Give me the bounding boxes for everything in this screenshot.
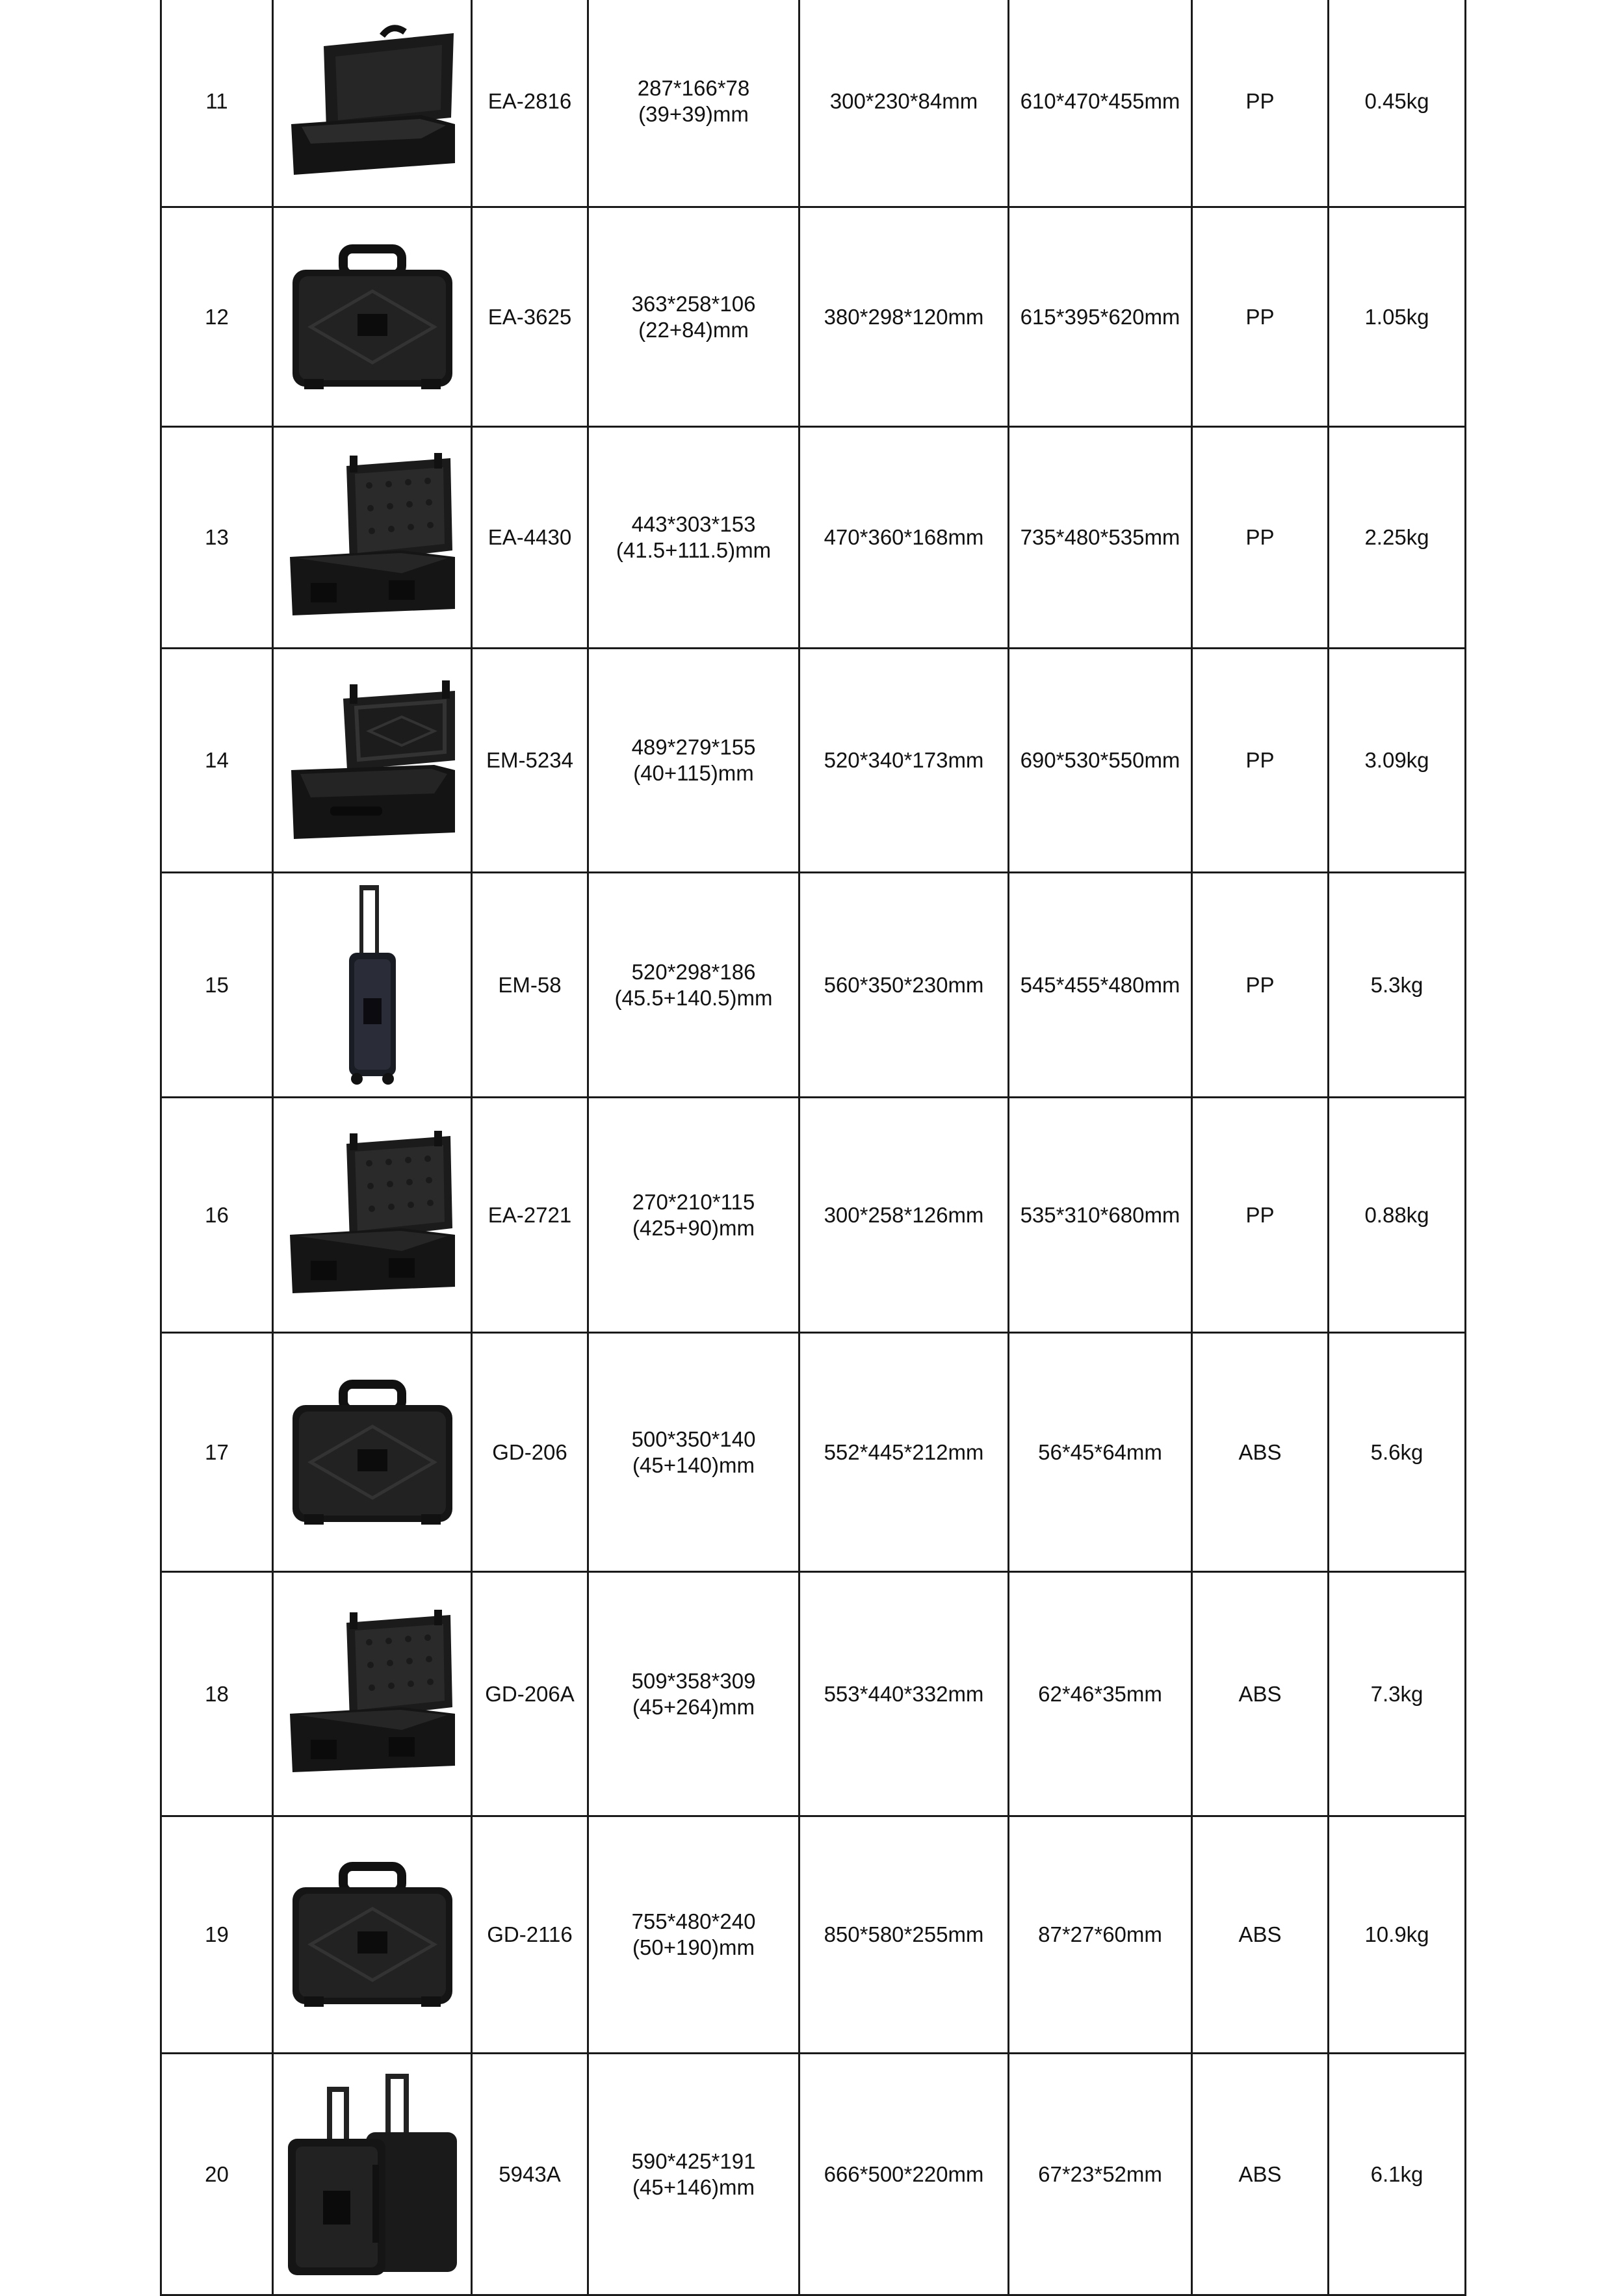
carton-text: 545*455*480mm bbox=[1020, 972, 1180, 997]
table-row bbox=[161, 427, 1466, 649]
no-text: 11 bbox=[205, 89, 228, 113]
inner-line2-text: (425+90)mm bbox=[632, 1215, 755, 1240]
weight bbox=[1329, 2054, 1466, 2295]
inner-line2-text: (41.5+111.5)mm bbox=[616, 538, 772, 562]
model-text: 5943A bbox=[499, 2161, 561, 2186]
outer-size bbox=[800, 1572, 1009, 1816]
carton-text: 690*530*550mm bbox=[1020, 748, 1180, 772]
product-image-cell bbox=[273, 873, 472, 1098]
no-text: 19 bbox=[205, 1922, 229, 1946]
carton-size bbox=[1009, 1816, 1192, 2054]
model-text: GD-206 bbox=[492, 1439, 567, 1464]
material bbox=[1192, 1333, 1329, 1572]
inner-line1-text: 500*350*140 bbox=[631, 1426, 756, 1451]
model-code bbox=[472, 0, 588, 207]
no-text: 14 bbox=[205, 748, 229, 772]
carton-size bbox=[1009, 1333, 1192, 1572]
outer-size bbox=[800, 0, 1009, 207]
product-image-cell bbox=[273, 649, 472, 873]
weight-text: 0.45kg bbox=[1364, 89, 1429, 113]
weight-text: 7.3kg bbox=[1370, 1681, 1424, 1706]
row-number bbox=[161, 2054, 273, 2295]
model-code bbox=[472, 1098, 588, 1333]
material-text: PP bbox=[1245, 972, 1275, 997]
row-number bbox=[161, 1572, 273, 1816]
inner-size bbox=[588, 427, 800, 649]
inner-line1-text: 520*298*186 bbox=[631, 959, 756, 984]
weight-text: 0.88kg bbox=[1364, 1202, 1429, 1227]
inner-size bbox=[588, 649, 800, 873]
inner-line2-text: (45+140)mm bbox=[632, 1452, 755, 1477]
weight bbox=[1329, 873, 1466, 1098]
closed-hard-case-icon bbox=[274, 236, 471, 398]
inner-size bbox=[588, 1572, 800, 1816]
weight bbox=[1329, 649, 1466, 873]
inner-size bbox=[588, 1816, 800, 2054]
closed-hard-case-icon bbox=[274, 1371, 471, 1534]
material bbox=[1192, 649, 1329, 873]
material-text: PP bbox=[1245, 89, 1275, 113]
carton-text: 610*470*455mm bbox=[1020, 89, 1180, 113]
product-image-cell bbox=[273, 2054, 472, 2295]
outer-size bbox=[800, 427, 1009, 649]
material bbox=[1192, 1098, 1329, 1333]
outer-text: 850*580*255mm bbox=[824, 1922, 984, 1946]
trolley-case-icon bbox=[274, 881, 471, 1089]
no-text: 18 bbox=[205, 1681, 229, 1706]
table-row bbox=[161, 2054, 1466, 2295]
table-row bbox=[161, 1098, 1466, 1333]
carton-text: 535*310*680mm bbox=[1020, 1202, 1180, 1227]
open-hard-case-icon bbox=[274, 20, 471, 183]
model-text: EA-3625 bbox=[488, 304, 572, 329]
weight bbox=[1329, 1816, 1466, 2054]
outer-text: 300*258*126mm bbox=[824, 1202, 984, 1227]
weight-text: 6.1kg bbox=[1370, 2161, 1424, 2186]
product-image-cell bbox=[273, 1816, 472, 2054]
open-empty-case-icon bbox=[274, 679, 471, 842]
material bbox=[1192, 207, 1329, 427]
carton-size bbox=[1009, 1572, 1192, 1816]
carton-text: 87*27*60mm bbox=[1038, 1922, 1162, 1946]
model-code bbox=[472, 1816, 588, 2054]
weight-text: 10.9kg bbox=[1364, 1922, 1429, 1946]
outer-text: 470*360*168mm bbox=[824, 525, 984, 549]
table-row bbox=[161, 1816, 1466, 2054]
material-text: ABS bbox=[1238, 1922, 1282, 1946]
table-row bbox=[161, 649, 1466, 873]
carton-size bbox=[1009, 873, 1192, 1098]
material-text: ABS bbox=[1238, 2161, 1282, 2186]
inner-size bbox=[588, 2054, 800, 2295]
model-text: EA-2721 bbox=[488, 1202, 572, 1227]
weight-text: 3.09kg bbox=[1364, 748, 1429, 772]
weight bbox=[1329, 207, 1466, 427]
no-text: 16 bbox=[205, 1202, 229, 1227]
material bbox=[1192, 1816, 1329, 2054]
table-row bbox=[161, 1572, 1466, 1816]
carton-text: 67*23*52mm bbox=[1038, 2161, 1162, 2186]
inner-size bbox=[588, 207, 800, 427]
material-text: PP bbox=[1245, 304, 1275, 329]
inner-line1-text: 509*358*309 bbox=[631, 1668, 756, 1693]
outer-text: 553*440*332mm bbox=[824, 1681, 984, 1706]
weight bbox=[1329, 427, 1466, 649]
inner-line1-text: 489*279*155 bbox=[631, 735, 756, 759]
carton-size bbox=[1009, 427, 1192, 649]
product-image-cell bbox=[273, 427, 472, 649]
row-number bbox=[161, 649, 273, 873]
outer-text: 560*350*230mm bbox=[824, 972, 984, 997]
no-text: 12 bbox=[205, 304, 229, 329]
row-number bbox=[161, 1098, 273, 1333]
no-text: 20 bbox=[205, 2161, 229, 2186]
outer-size bbox=[800, 2054, 1009, 2295]
carton-text: 56*45*64mm bbox=[1038, 1439, 1162, 1464]
model-code bbox=[472, 207, 588, 427]
inner-line2-text: (40+115)mm bbox=[633, 761, 754, 785]
model-text: EM-5234 bbox=[486, 748, 573, 772]
inner-line1-text: 443*303*153 bbox=[631, 512, 756, 536]
model-text: EA-2816 bbox=[488, 89, 572, 113]
outer-text: 552*445*212mm bbox=[824, 1439, 984, 1464]
weight-text: 2.25kg bbox=[1364, 525, 1429, 549]
weight bbox=[1329, 1333, 1466, 1572]
open-foam-case-icon bbox=[274, 1610, 471, 1779]
product-image-cell bbox=[273, 1572, 472, 1816]
no-text: 13 bbox=[205, 525, 229, 549]
model-text: EA-4430 bbox=[488, 525, 572, 549]
weight-text: 5.3kg bbox=[1370, 972, 1424, 997]
inner-size bbox=[588, 1098, 800, 1333]
row-number bbox=[161, 1333, 273, 1572]
material-text: ABS bbox=[1238, 1439, 1282, 1464]
material bbox=[1192, 873, 1329, 1098]
product-image-cell bbox=[273, 1098, 472, 1333]
inner-line2-text: (50+190)mm bbox=[632, 1935, 755, 1959]
carton-size bbox=[1009, 649, 1192, 873]
row-number bbox=[161, 427, 273, 649]
weight bbox=[1329, 0, 1466, 207]
outer-text: 520*340*173mm bbox=[824, 748, 984, 772]
weight bbox=[1329, 1572, 1466, 1816]
weight-text: 5.6kg bbox=[1370, 1439, 1424, 1464]
carton-size bbox=[1009, 2054, 1192, 2295]
row-number bbox=[161, 0, 273, 207]
product-spec-table bbox=[160, 0, 1466, 2296]
model-code bbox=[472, 1572, 588, 1816]
inner-size bbox=[588, 0, 800, 207]
product-image-cell bbox=[273, 207, 472, 427]
outer-size bbox=[800, 873, 1009, 1098]
table-row bbox=[161, 1333, 1466, 1572]
inner-line2-text: (39+39)mm bbox=[638, 102, 749, 126]
inner-line1-text: 287*166*78 bbox=[637, 76, 750, 100]
model-text: GD-206A bbox=[485, 1681, 575, 1706]
inner-line2-text: (45+264)mm bbox=[632, 1694, 755, 1719]
outer-size bbox=[800, 207, 1009, 427]
model-code bbox=[472, 2054, 588, 2295]
model-code bbox=[472, 1333, 588, 1572]
row-number bbox=[161, 1816, 273, 2054]
no-text: 15 bbox=[205, 972, 229, 997]
material bbox=[1192, 0, 1329, 207]
material bbox=[1192, 2054, 1329, 2295]
inner-line2-text: (45.5+140.5)mm bbox=[614, 985, 773, 1010]
carton-size bbox=[1009, 1098, 1192, 1333]
material-text: ABS bbox=[1238, 1681, 1282, 1706]
material bbox=[1192, 1572, 1329, 1816]
material bbox=[1192, 427, 1329, 649]
no-text: 17 bbox=[205, 1439, 229, 1464]
outer-text: 666*500*220mm bbox=[824, 2161, 984, 2186]
carton-text: 615*395*620mm bbox=[1020, 304, 1180, 329]
inner-line1-text: 363*258*106 bbox=[631, 291, 756, 316]
open-foam-case-icon bbox=[274, 1131, 471, 1300]
table-row bbox=[161, 0, 1466, 207]
carton-text: 735*480*535mm bbox=[1020, 525, 1180, 549]
open-foam-case-icon bbox=[274, 453, 471, 622]
closed-hard-case-icon bbox=[274, 1853, 471, 2016]
row-number bbox=[161, 207, 273, 427]
inner-line1-text: 755*480*240 bbox=[631, 1909, 756, 1933]
outer-text: 380*298*120mm bbox=[824, 304, 984, 329]
outer-size bbox=[800, 1816, 1009, 2054]
material-text: PP bbox=[1245, 748, 1275, 772]
weight bbox=[1329, 1098, 1466, 1333]
inner-line2-text: (22+84)mm bbox=[638, 317, 749, 342]
table-row bbox=[161, 873, 1466, 1098]
material-text: PP bbox=[1245, 525, 1275, 549]
carton-size bbox=[1009, 207, 1192, 427]
inner-line2-text: (45+146)mm bbox=[632, 2174, 755, 2199]
carton-size bbox=[1009, 0, 1192, 207]
carton-text: 62*46*35mm bbox=[1038, 1681, 1162, 1706]
weight-text: 1.05kg bbox=[1364, 304, 1429, 329]
twin-trolley-case-icon bbox=[274, 2067, 471, 2282]
model-text: EM-58 bbox=[498, 972, 562, 997]
inner-size bbox=[588, 873, 800, 1098]
model-text: GD-2116 bbox=[487, 1922, 573, 1946]
outer-size bbox=[800, 1333, 1009, 1572]
product-image-cell bbox=[273, 1333, 472, 1572]
model-code bbox=[472, 873, 588, 1098]
model-code bbox=[472, 649, 588, 873]
inner-line1-text: 590*425*191 bbox=[631, 2148, 756, 2173]
outer-text: 300*230*84mm bbox=[829, 89, 978, 113]
row-number bbox=[161, 873, 273, 1098]
inner-line1-text: 270*210*115 bbox=[632, 1189, 755, 1214]
product-image-cell bbox=[273, 0, 472, 207]
outer-size bbox=[800, 649, 1009, 873]
outer-size bbox=[800, 1098, 1009, 1333]
table-row bbox=[161, 207, 1466, 427]
model-code bbox=[472, 427, 588, 649]
inner-size bbox=[588, 1333, 800, 1572]
material-text: PP bbox=[1245, 1202, 1275, 1227]
